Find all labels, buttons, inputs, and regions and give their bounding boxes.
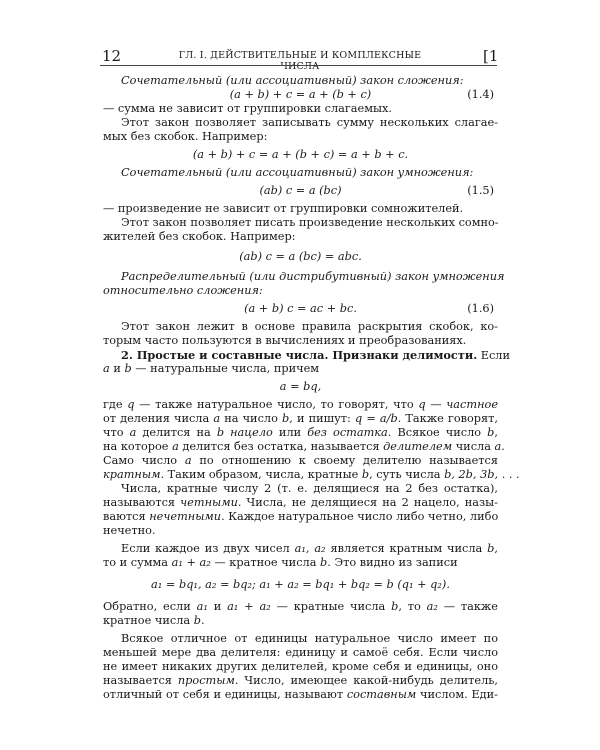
distributive-heading: Распределительный (или дистрибутивный) закон умножения (121, 270, 505, 283)
paragraph-line: называются четными. Числа, не делящиеся на 2 нацело, назы- (103, 496, 498, 509)
equation-number: (1.6) (467, 302, 494, 315)
page-number: 12 (102, 47, 122, 65)
paragraph-line: жителей без скобок. Например: (103, 230, 296, 243)
section-heading: 2. Простые и составные числа. Признаки делимости. Если (121, 348, 511, 362)
equation-1-5: (ab) c = a (bc) (1.5) (259, 184, 494, 197)
paragraph-line: на которое a делится без остатка, называется делителем числа a. (103, 440, 505, 453)
assoc-addition-heading: Сочетательный (или ассоциативный) закон сложения: (121, 74, 464, 87)
paragraph-line: где q — также натуральное число, то говорят, что q — частное (103, 398, 499, 411)
paragraph-line: Этот закон позволяет писать произведение нескольких сомно- (121, 216, 499, 229)
paragraph-line: торым часто пользуются в вычислениях и преобразованиях. (103, 334, 467, 347)
multiples-equation: a₁ = bq₁, a₂ = bq₂; a₁ + a₂ = bq₁ + bq₂ = b (q₁ + q₂). (151, 578, 450, 591)
page-body (103, 70, 520, 702)
equation-1-6: (a + b) c = ac + bc. (1.6) (244, 302, 494, 315)
paragraph-line: отличный от себя и единицы, называют составным числом. Еди- (103, 688, 498, 701)
running-header (0, 47, 600, 72)
header-rule (100, 65, 497, 66)
paragraph-line: меньшей мере два делителя: единицу и самоё себя. Если число (103, 646, 498, 659)
paragraph-line: ваются нечетными. Каждое натуральное число либо четно, либо (103, 510, 499, 523)
paragraph-line: — произведение не зависит от группировки сомножителей. (103, 202, 464, 215)
paragraph-line: то и сумма a₁ + a₂ — кратное числа b. Это видно из записи (103, 556, 458, 569)
paragraph-line: Числа, кратные числу 2 (т. е. делящиеся на 2 без остатка), (121, 482, 498, 495)
paragraph-line: кратное числа b. (103, 614, 205, 627)
paragraph-line: Всякое отличное от единицы натуральное число имеет по (121, 632, 498, 645)
paragraph-line: Если каждое из двух чисел a₁, a₂ является кратным числа b, (121, 542, 498, 555)
assoc-multiplication-heading: Сочетательный (или ассоциативный) закон умножения: (121, 166, 474, 179)
division-equation: a = bq, (279, 380, 322, 393)
paragraph-line: Обратно, если a₁ и a₁ + a₂ — кратные числа b, то a₂ — также (103, 600, 498, 613)
paragraph-line: называется простым. Число, имеющее какой-нибудь делитель, (103, 674, 499, 687)
paragraph-line: a и b — натуральные числа, причем (103, 362, 320, 375)
running-title: ГЛ. I. ДЕЙСТВИТЕЛЬНЫЕ И КОМПЛЕКСНЫЕ ЧИСЛА (178, 50, 422, 72)
paragraph-line: не имеет никаких других делителей, кроме себя и единицы, оно (103, 660, 498, 673)
paragraph-line: Само число a по отношению к своему делителю называется (103, 454, 499, 467)
example-equation: (a + b) + c = a + (b + c) = a + b + c. (192, 148, 409, 161)
distributive-heading-cont: относительно сложения: (103, 284, 263, 297)
paragraph-line: мых без скобок. Например: (103, 130, 268, 143)
paragraph-line: Этот закон лежит в основе правила раскрытия скобок, ко- (121, 320, 498, 333)
paragraph-line: — сумма не зависит от группировки слагаемых. (103, 102, 392, 115)
paragraph-line: что a делится на b нацело или без остатка. Всякое число b, (103, 426, 498, 439)
equation-number: (1.4) (467, 88, 494, 101)
example-equation: (ab) c = a (bc) = abc. (239, 250, 362, 263)
section-marker: [1 (483, 47, 499, 65)
equation-number: (1.5) (467, 184, 494, 197)
paragraph-line: кратным. Таким образом, числа, кратные b, суть числа b, 2b, 3b, . . . (103, 468, 520, 481)
paragraph-line: от деления числа a на число b, и пишут: q = a/b. Также говорят, (103, 412, 498, 425)
paragraph-line: нечетно. (103, 524, 156, 537)
paragraph-line: Этот закон позволяет записывать сумму нескольких слагае- (121, 116, 498, 129)
equation-1-4: (a + b) + c = a + (b + c) (1.4) (229, 88, 494, 101)
